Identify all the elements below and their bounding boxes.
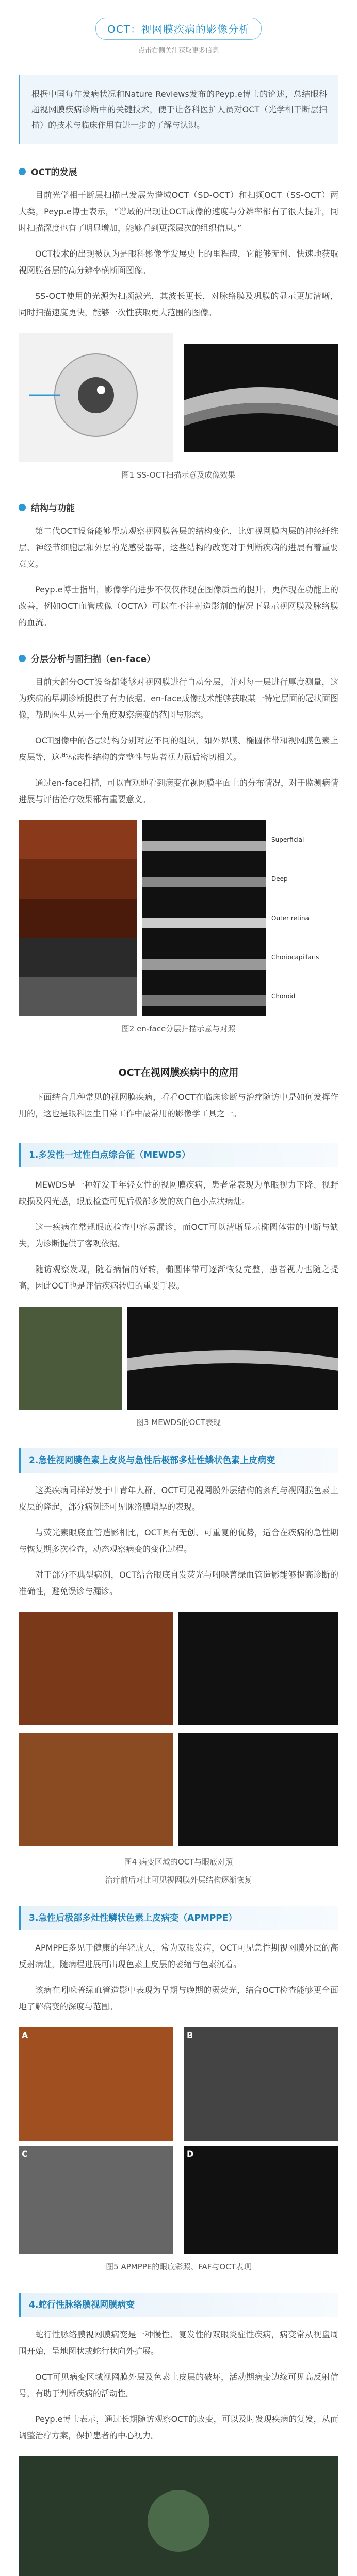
layer-label: Superficial <box>271 836 304 843</box>
layer-label: Deep <box>271 875 288 883</box>
paragraph: 这类疾病同样好发于中青年人群，OCT可见视网膜外层结构的紊乱与视网膜色素上皮层的隆起，部分病例还可见脉络膜增厚的表现。 <box>19 1485 338 1512</box>
oct-scan-image <box>127 1307 338 1410</box>
oct-scan-image <box>184 344 338 452</box>
scanner-diagram <box>19 333 173 462</box>
figure-note: 治疗前后对比可见视网膜外层结构逐渐恢复 <box>105 1875 252 1885</box>
paragraph: 通过en-face扫描，可以直观地看到病变在视网膜平面上的分布情况，对于监测病情进展与评估治疗效果都有重要意义。 <box>19 778 338 804</box>
paragraph: OCT图像中的各层结构分别对应不同的组织，如外界膜、椭圆体带和视网膜色素上皮层等，这些标志性结构的完整性与患者视力预后密切相关。 <box>19 736 338 762</box>
main-heading: OCT在视网膜疾病中的应用 <box>118 1067 239 1078</box>
paragraph: APMPPE多见于健康的年轻成人，常为双眼发病，OCT可见急性期视网膜外层的高反射病灶，随病程进展可出现色素上皮层的萎缩与色素沉着。 <box>19 1943 338 1969</box>
paragraph: 目前大部分OCT设备都能够对视网膜进行自动分层，并对每一层进行厚度测量，这为疾病的早期诊断提供了有力依据。en-face成像技术能够获取某一特定层面的冠状面图像，帮助医生从另一个角度观察病变的范围与形态。 <box>19 677 338 720</box>
fundus-photo <box>19 1307 122 1410</box>
section-heading-1 <box>19 165 338 178</box>
paragraph: 与荧光素眼底血管造影相比，OCT具有无创、可重复的优势，适合在疾病的急性期与恢复期多次检查，动态观察病变的变化过程。 <box>19 1528 338 1554</box>
figure-caption: 图1 SS-OCT扫描示意及成像效果 <box>121 470 236 480</box>
figure-6 <box>19 2456 338 2576</box>
layer-label: Choriocapillaris <box>271 954 319 961</box>
panel-b <box>184 2027 338 2141</box>
paragraph: 该病在吲哚菁绿血管造影中表现为早期与晚期的弱荧光，结合OCT检查能够更全面地了解病变的深度与范围。 <box>19 1985 338 2011</box>
fundus-photo <box>19 2456 338 2576</box>
numbered-heading-4: 4.蛇行性脉络膜视网膜病变 <box>19 2293 338 2317</box>
numbered-heading-3: 3.急性后极部多灶性鳞状色素上皮病变（APMPPE） <box>19 1906 338 1930</box>
bullet-dot-icon <box>19 504 26 511</box>
fundus-en-face <box>19 820 137 1016</box>
section-heading-2 <box>19 501 338 514</box>
paragraph: SS-OCT使用的光源为扫频激光，其波长更长，对脉络膜及巩膜的显示更加清晰，同时扫描速度更快，能够一次性获取更大范围的图像。 <box>19 291 338 317</box>
panel-c <box>19 2146 173 2254</box>
oct-scan-image-b <box>178 1733 338 1846</box>
paragraph: 下面结合几种常见的视网膜疾病，看看OCT在临床诊断与治疗随访中是如何发挥作用的，这也是眼科医生日常工作中最常用的影像学工具之一。 <box>19 1092 338 1118</box>
section-title: OCT的发展 <box>31 167 77 178</box>
numbered-heading-1: 1.多发性一过性白点综合征（MEWDS） <box>19 1143 338 1167</box>
figure-caption: 图4 病变区域的OCT与眼底对照 <box>124 1857 233 1867</box>
figure-caption: 图5 APMPPE的眼底彩照、FAF与OCT表现 <box>106 2262 251 2272</box>
figure-1 <box>19 333 338 462</box>
intro-box: 根据中国每年发病状况和Nature Reviews发布的Peyp.e博士的论述，总结眼科超视网膜疾病诊断中的关键技术，便于让各科医护人员对OCT（光学相干断层扫描）的技术与临床作用有进一步的了解与认识。 <box>19 75 338 144</box>
section-title: 结构与功能 <box>31 503 75 514</box>
header <box>0 0 357 55</box>
paragraph: 随访观察发现，随着病情的好转，椭圆体带可逐渐恢复完整，患者视力也随之提高，因此OCT也是评估疾病转归的重要手段。 <box>19 1264 338 1291</box>
numbered-heading-2: 2.急性视网膜色素上皮炎与急性后极部多灶性鳞状色素上皮病变 <box>19 1448 338 1473</box>
article-subtitle[interactable]: 点击右侧关注获取更多信息 <box>138 47 219 55</box>
paragraph: OCT可见病变区域视网膜外层及色素上皮层的破坏，活动期病变边缘可见高反射信号，有助于判断疾病的活动性。 <box>19 2372 338 2398</box>
panel-a <box>19 2027 173 2141</box>
oct-layers-image <box>142 820 266 1016</box>
fundus-photo-a <box>19 1612 173 1725</box>
layer-label: Outer retina <box>271 914 309 922</box>
section-title: 分层分析与面扫描（en-face） <box>31 654 156 665</box>
section-heading-3 <box>19 652 338 665</box>
figure-caption: 图3 MEWDS的OCT表现 <box>136 1418 221 1427</box>
bullet-dot-icon <box>19 168 26 175</box>
figure-4 <box>19 1612 338 1849</box>
paragraph: Peyp.e博士指出，影像学的进步不仅仅体现在图像质量的提升，更体现在功能上的改善，例如OCT血管成像（OCTA）可以在不注射造影剂的情况下显示视网膜及脉络膜的血流。 <box>19 585 338 628</box>
figure-3 <box>19 1307 338 1410</box>
panel-label: D <box>187 2149 194 2159</box>
paragraph: 第二代OCT设备能够帮助观察视网膜各层的结构变化，比如视网膜内层的神经纤维层、神经节细胞层和外层的光感受器等，这些结构的改变对于判断疾病的进展有着重要意义。 <box>19 526 338 569</box>
panel-label: C <box>22 2149 28 2159</box>
panel-label: A <box>22 2030 28 2040</box>
paragraph: 目前光学相干断层扫描已发展为谱域OCT（SD-OCT）和扫频OCT（SS-OCT）两大类，Peyp.e博士表示，“谱域的出现让OCT成像的速度与分辨率都有了很大提升，同时扫描深度也有了明显增加，能够看到更深层次的组织信息。” <box>19 190 338 233</box>
panel-d <box>184 2146 338 2254</box>
layer-label-list <box>271 820 338 1016</box>
figure-caption: 图2 en-face分层扫描示意与对照 <box>121 1024 236 1033</box>
paragraph: Peyp.e博士表示，通过长期随访观察OCT的改变，可以及时发现疾病的复发，从而调整治疗方案，保护患者的中心视力。 <box>19 2414 338 2441</box>
figure-5 <box>19 2027 338 2254</box>
panel-label: B <box>187 2030 193 2040</box>
paragraph: 这一疾病在常规眼底检查中容易漏诊，而OCT可以清晰显示椭圆体带的中断与缺失，为诊断提供了客观依据。 <box>19 1222 338 1248</box>
layer-label: Choroid <box>271 993 296 1000</box>
oct-scan-image-a <box>178 1612 338 1725</box>
bullet-dot-icon <box>19 655 26 662</box>
article-title: OCT：视网膜疾病的影像分析 <box>95 18 262 40</box>
fundus-photo-b <box>19 1733 173 1846</box>
figure-2 <box>19 820 338 1016</box>
paragraph: OCT技术的出现被认为是眼科影像学发展史上的里程碑，它能够无创、快速地获取视网膜各层的高分辨率横断面图像。 <box>19 249 338 275</box>
paragraph: MEWDS是一种好发于年轻女性的视网膜疾病，患者常表现为单眼视力下降、视野缺损及闪光感，眼底检查可见后极部多发的灰白色小点状病灶。 <box>19 1180 338 1206</box>
paragraph: 蛇行性脉络膜视网膜病变是一种慢性、复发性的双眼炎症性疾病，病变常从视盘周围开始，呈地图状或蛇行状向外扩展。 <box>19 2330 338 2356</box>
paragraph: 对于部分不典型病例，OCT结合眼底自发荧光与吲哚菁绿血管造影能够提高诊断的准确性，避免误诊与漏诊。 <box>19 1570 338 1596</box>
